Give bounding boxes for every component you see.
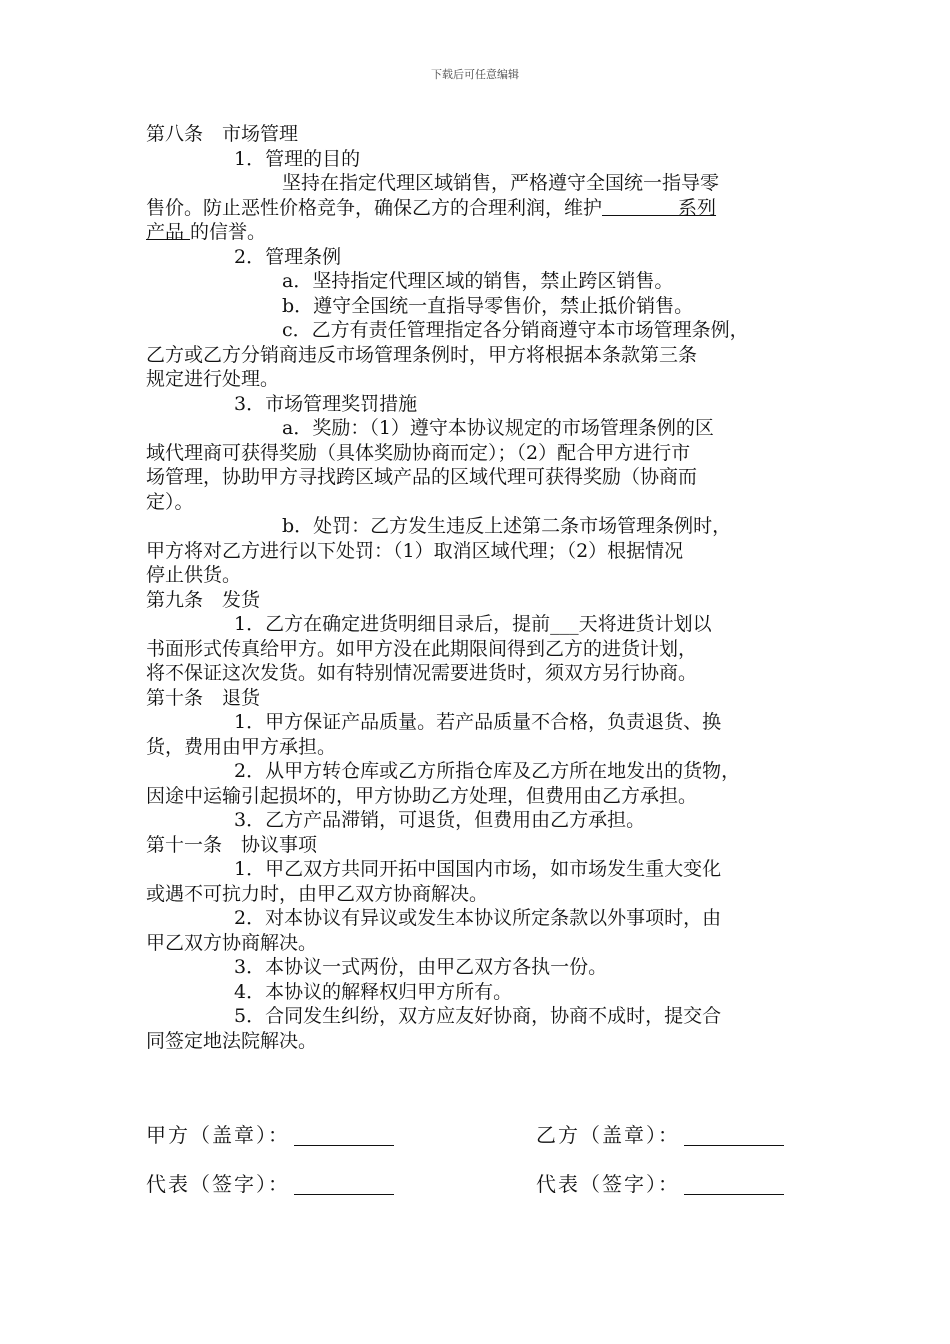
text-line: 第八条 市场管理 [146, 123, 299, 145]
text-line: 停止供货。 [146, 564, 242, 586]
text-line: 售价。防止恶性价格竞争，确保乙方的合理利润，维护 系列 [146, 196, 717, 219]
text-line: 定）。 [146, 490, 194, 513]
text-line: a．奖励：（1）遵守本协议规定的市场管理条例的区 [282, 417, 714, 439]
underlined-blank: 系列 [602, 196, 717, 219]
text-line: 2．对本协议有异议或发生本协议所定条款以外事项时，由 [234, 907, 722, 929]
text-line: 1．甲方保证产品质量。若产品质量不合格，负责退货、换 [234, 711, 722, 733]
text-line: b．处罚：乙方发生违反上述第二条市场管理条例时， [282, 515, 732, 537]
text-line: 同签定地法院解决。 [146, 1029, 318, 1052]
signature-blank [684, 1127, 784, 1146]
text-line: 书面形式传真给甲方。如甲方没在此期限间得到乙方的进货计划， [146, 637, 698, 660]
text-line: a．坚持指定代理区域的销售，禁止跨区销售。 [282, 270, 674, 292]
signature-label: 代表（签字）： [536, 1172, 680, 1196]
signature-blank [294, 1127, 394, 1146]
text-line: 甲乙双方协商解决。 [146, 931, 318, 954]
text-line: 货，费用由甲方承担。 [146, 735, 337, 758]
signature-blank [684, 1176, 784, 1195]
text-line: 1．管理的目的 [234, 147, 361, 170]
signature-label: 代表（签字）： [146, 1172, 290, 1196]
text-line: 3．乙方产品滞销，可退货，但费用由乙方承担。 [234, 809, 646, 831]
text-line: 第十一条 协议事项 [146, 833, 318, 856]
text-line: 乙方或乙方分销商违反市场管理条例时，甲方将根据本条款第三条 [146, 343, 698, 366]
text-line: 1．甲乙双方共同开拓中国国内市场，如市场发生重大变化 [234, 858, 722, 880]
text-line: 产品 的信誉。 [146, 221, 267, 243]
text-line: c．乙方有责任管理指定各分销商遵守本市场管理条例， [282, 319, 749, 341]
signature-blank [294, 1176, 394, 1195]
signature-party-a-rep [146, 1168, 394, 1197]
text-line: 甲方将对乙方进行以下处罚：（1）取消区域代理；（2）根据情况 [146, 539, 684, 562]
signature-party-b-rep [536, 1168, 784, 1197]
text-line: 因途中运输引起损坏的，甲方协助乙方处理，但费用由乙方承担。 [146, 784, 698, 807]
text-line: 域代理商可获得奖励（具体奖励协商而定）；（2）配合甲方进行市 [146, 441, 691, 464]
text-line: 第九条 发货 [146, 588, 261, 611]
signature-party-a-seal [146, 1119, 394, 1148]
signature-label: 乙方（盖章）： [536, 1123, 680, 1147]
page-header: 下载后可任意编辑 [431, 68, 519, 81]
text-line: b．遵守全国统一直指导零售价，禁止抵价销售。 [282, 294, 694, 317]
underlined-text: 产品 [146, 221, 191, 243]
contract-body [146, 122, 810, 1053]
text-line: 5．合同发生纠纷，双方应友好协商，协商不成时，提交合 [234, 1005, 722, 1027]
text-line: 1．乙方在确定进货明细目录后，提前___天将进货计划以 [234, 613, 712, 635]
text-line: 场管理，协助甲方寻找跨区域产品的区域代理可获得奖励（协商而 [146, 466, 698, 488]
text-line: 2．从甲方转仓库或乙方所指仓库及乙方所在地发出的货物， [234, 760, 741, 782]
text-line: 2．管理条例 [234, 245, 342, 268]
signature-party-b-seal [536, 1119, 784, 1148]
text-line: 3．本协议一式两份，由甲乙双方各执一份。 [234, 956, 608, 978]
text-line: 3．市场管理奖罚措施 [234, 392, 418, 415]
text-line: 将不保证这次发货。如有特别情况需要进货时，须双方另行协商。 [146, 662, 698, 684]
text-line: 规定进行处理。 [146, 368, 280, 390]
text-line: 或遇不可抗力时，由甲乙双方协商解决。 [146, 882, 489, 905]
text-line: 坚持在指定代理区域销售，严格遵守全国统一指导零 [282, 172, 720, 194]
signature-label: 甲方（盖章）： [146, 1123, 290, 1147]
text-line: 第十条 退货 [146, 686, 261, 709]
text-line: 4．本协议的解释权归甲方所有。 [234, 980, 513, 1003]
